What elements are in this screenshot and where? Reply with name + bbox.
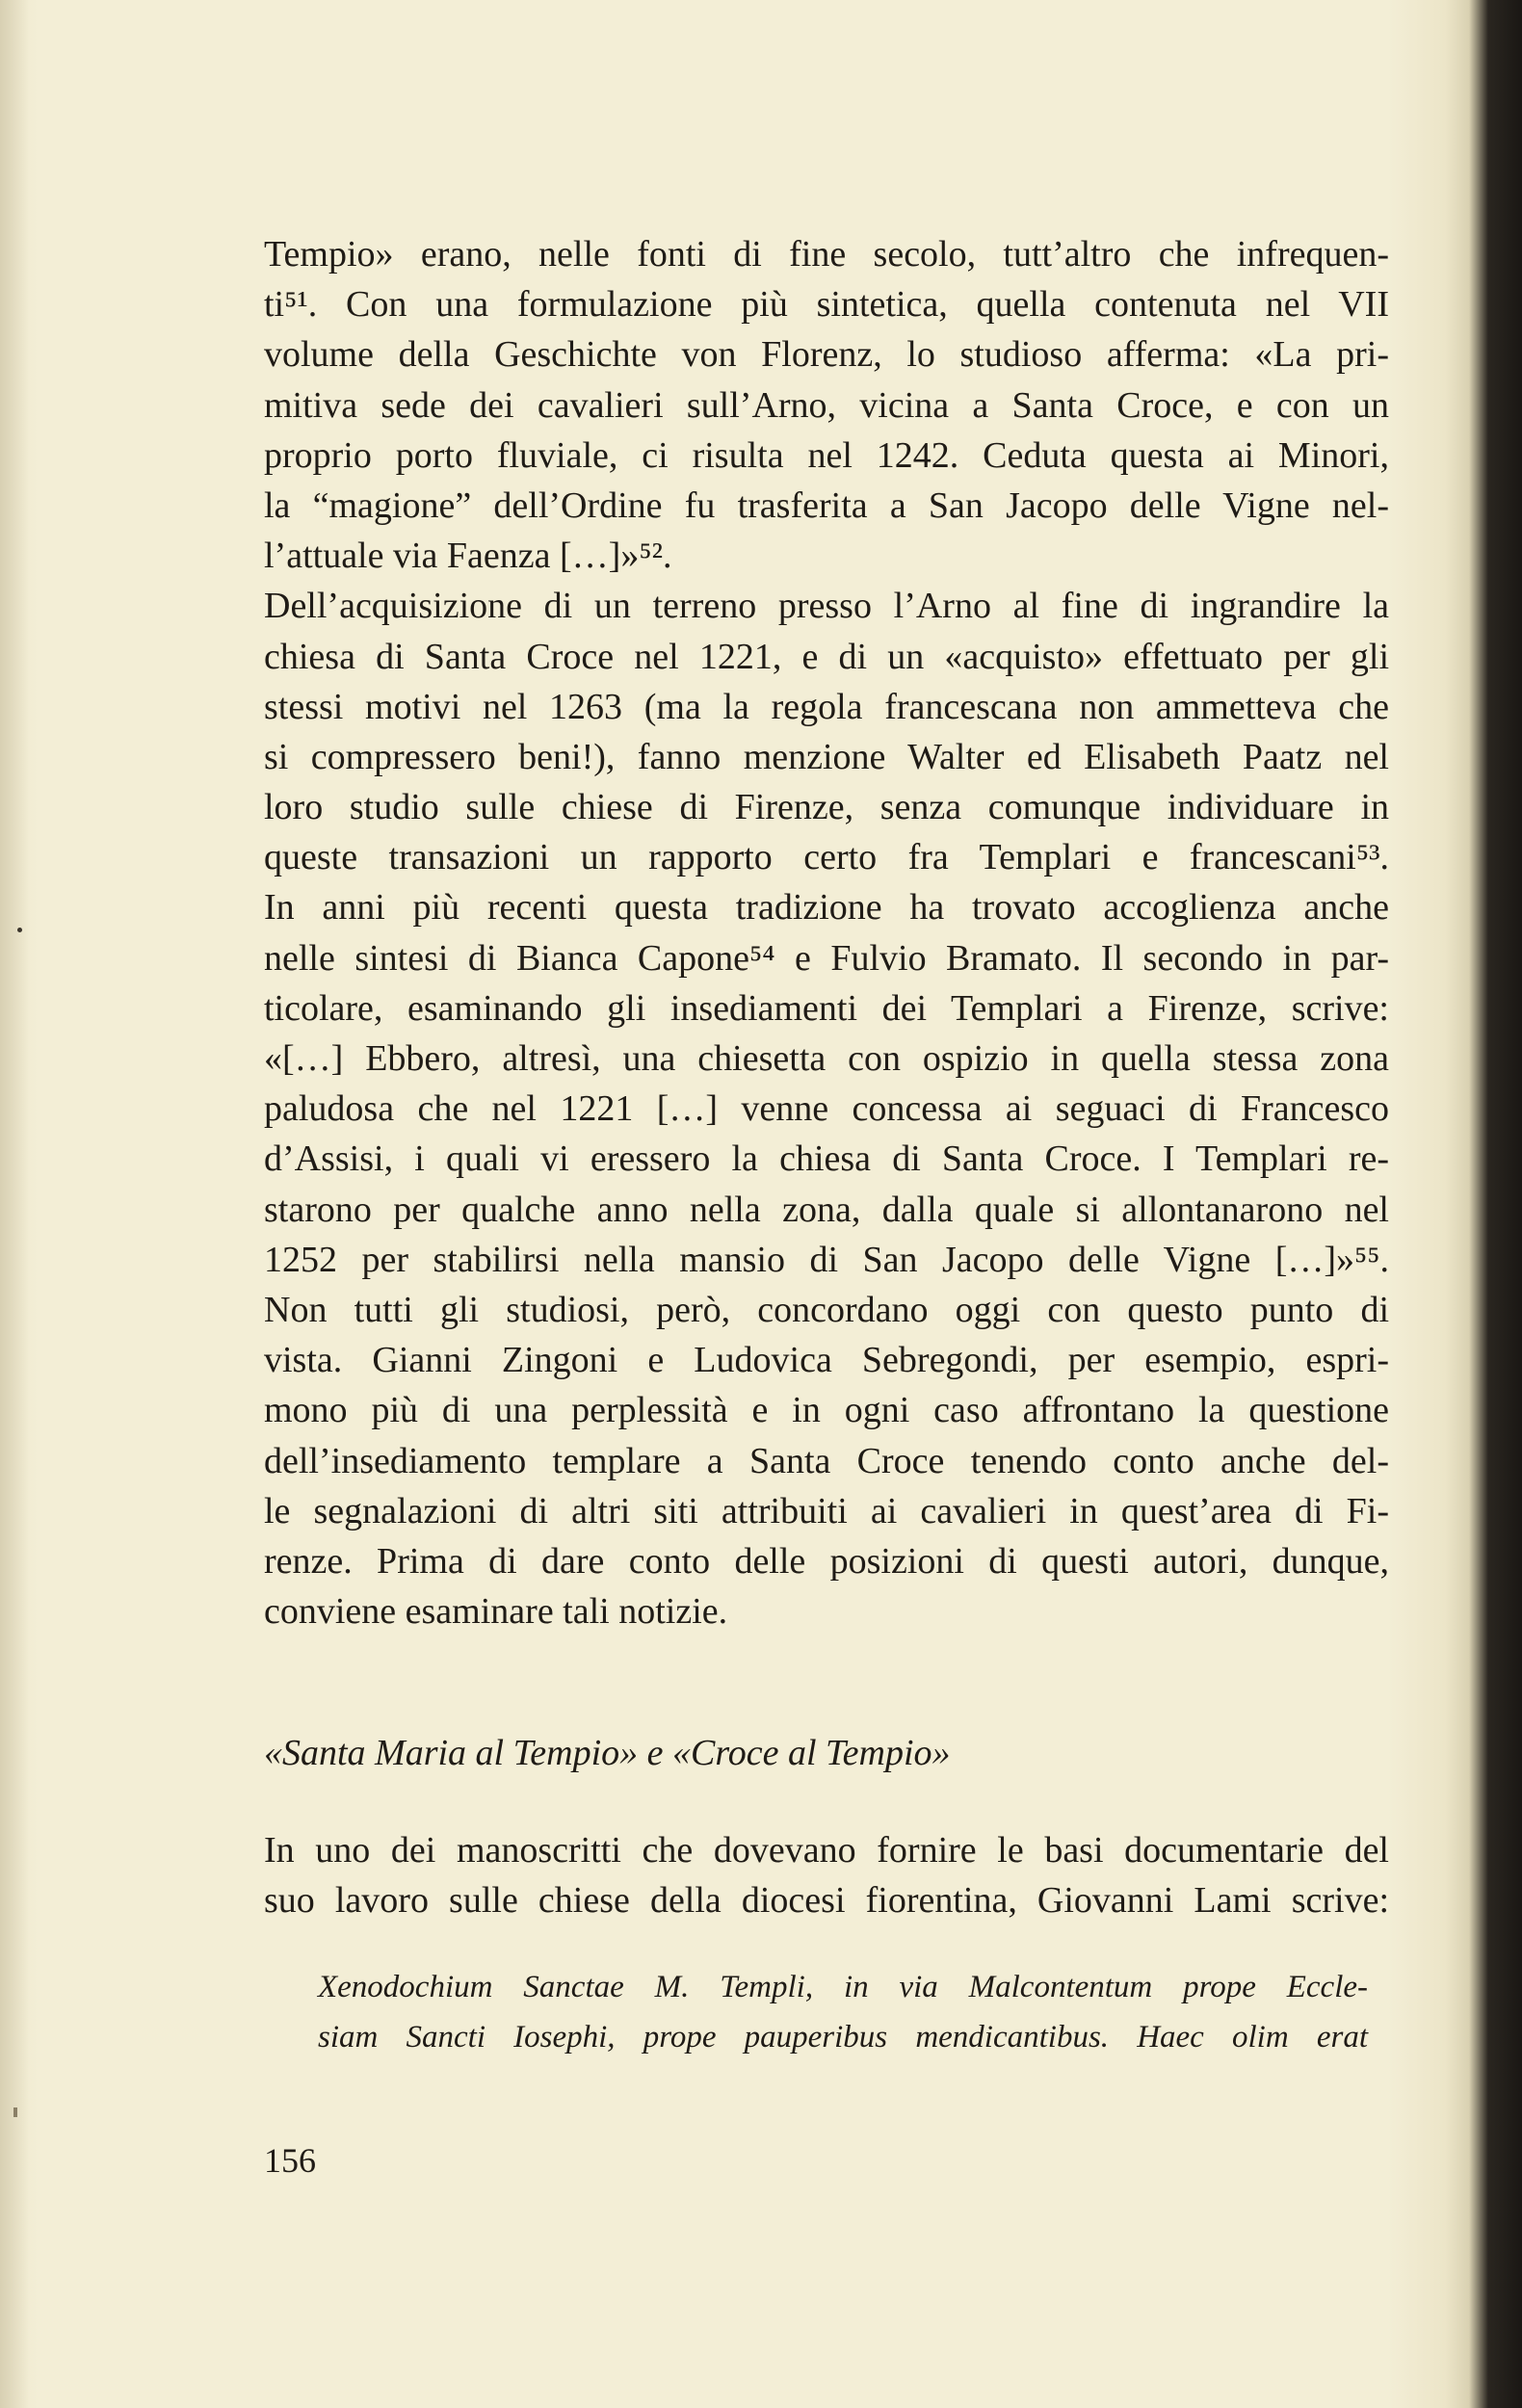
text-line: suo lavoro sulle chiese della diocesi fiorentina, Giovanni Lami scrive: xyxy=(264,1880,1389,1922)
quote-line: siam Sancti Iosephi, prope pauperibus mendicantibus. Haec olim erat xyxy=(318,2020,1368,2055)
gutter-shadow xyxy=(0,0,29,2408)
margin-dot xyxy=(17,928,22,932)
text-line: chiesa di Santa Croce nel 1221, e di un «acquisto» effettuato per gli xyxy=(264,636,1389,677)
text-line: le segnalazioni di altri siti attribuiti ai cavalieri in quest’area di Fi- xyxy=(264,1490,1389,1531)
margin-mark xyxy=(13,2107,17,2117)
text-line: mono più di una perplessità e in ogni caso affrontano la questione xyxy=(264,1390,1389,1431)
text-line: volume della Geschichte von Florenz, lo studioso afferma: «La pri- xyxy=(264,334,1389,376)
text-line: paludosa che nel 1221 […] venne concessa ai seguaci di Francesco xyxy=(264,1088,1389,1130)
text-line: Non tutti gli studiosi, però, concordano oggi con questo punto di xyxy=(264,1289,1389,1330)
text-line: 1252 per stabilirsi nella mansio di San Jacopo delle Vigne […]»⁵⁵. xyxy=(264,1239,1389,1280)
text-line: renze. Prima di dare conto delle posizioni di questi autori, dunque, xyxy=(264,1540,1389,1582)
text-line: la “magione” dell’Ordine fu trasferita a San Jacopo delle Vigne nel- xyxy=(264,484,1389,526)
text-line: In uno dei manoscritti che dovevano fornire le basi documentarie del xyxy=(264,1830,1389,1871)
text-line: l’attuale via Faenza […]»⁵². xyxy=(264,536,672,577)
text-line: stessi motivi nel 1263 (ma la regola francescana non ammetteva che xyxy=(264,686,1389,727)
body-paragraphs xyxy=(264,229,1389,1636)
text-line: Tempio» erano, nelle fonti di fine secolo, tutt’altro che infrequen- xyxy=(264,234,1389,275)
text-line: si compressero beni!), fanno menzione Walter ed Elisabeth Paatz nel xyxy=(264,736,1389,777)
section-heading: «Santa Maria al Tempio» e «Croce al Tempio» xyxy=(264,1733,951,1773)
text-line: Dell’acquisizione di un terreno presso l’Arno al fine di ingrandire la xyxy=(264,586,1389,627)
text-line: «[…] Ebbero, altresì, una chiesetta con ospizio in quella stessa zona xyxy=(264,1038,1389,1079)
text-line: nelle sintesi di Bianca Capone⁵⁴ e Fulvio Bramato. Il secondo in par- xyxy=(264,937,1389,979)
text-line: vista. Gianni Zingoni e Ludovica Sebregondi, per esempio, espri- xyxy=(264,1340,1389,1381)
text-line: ti⁵¹. Con una formulazione più sintetica, quella contenuta nel VII xyxy=(264,284,1389,326)
text-line: mitiva sede dei cavalieri sull’Arno, vicina a Santa Croce, e con un xyxy=(264,384,1389,426)
quote-line: Xenodochium Sanctae M. Templi, in via Malcontentum prope Eccle- xyxy=(318,1970,1368,2004)
page-number: 156 xyxy=(264,2141,316,2180)
text-line: loro studio sulle chiese di Firenze, senza comunque individuare in xyxy=(264,787,1389,828)
text-line: d’Assisi, i quali vi eressero la chiesa di Santa Croce. I Templari re- xyxy=(264,1139,1389,1180)
text-line: In anni più recenti questa tradizione ha trovato accoglienza anche xyxy=(264,887,1389,929)
text-line: proprio porto fluviale, ci risulta nel 1242. Ceduta questa ai Minori, xyxy=(264,434,1389,476)
latin-quotation xyxy=(318,1965,1368,2065)
text-line: starono per qualche anno nella zona, dalla quale si allontanarono nel xyxy=(264,1189,1389,1230)
text-line: dell’insediamento templare a Santa Croce tenendo conto anche del- xyxy=(264,1440,1389,1481)
text-line: conviene esaminare tali notizie. xyxy=(264,1591,728,1633)
text-line: ticolare, esaminando gli insediamenti dei Templari a Firenze, scrive: xyxy=(264,987,1389,1029)
paragraph xyxy=(264,1825,1389,1925)
text-line: queste transazioni un rapporto certo fra Templari e francescani⁵³. xyxy=(264,837,1389,878)
